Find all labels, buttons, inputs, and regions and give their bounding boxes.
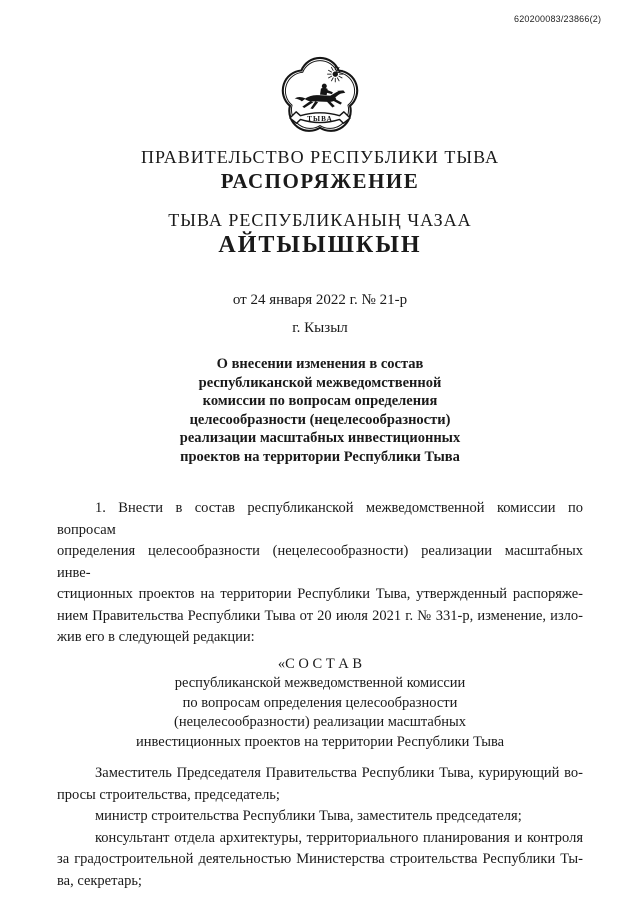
subject-line: комиссии по вопросам определения	[202, 393, 438, 409]
sostav-heading-block	[57, 655, 583, 753]
subject-line: О внесении изменения в состав	[216, 356, 424, 372]
sostav-line: республиканской межведомственной комиссии	[174, 675, 466, 691]
body-line: нием Правительства Республики Тыва от 20 июля 2021 г. № 331-р, изменение, изло-	[57, 607, 583, 624]
commission-members-list	[57, 763, 583, 892]
subject-line: республиканской межведомственной	[198, 374, 442, 391]
body-line: определения целесообразности (нецелесообразности) реализации масштабных инве-	[57, 543, 583, 581]
member-line: просы строительства, председатель;	[57, 786, 280, 803]
doc-type-tuvan: АЙТЫЫШКЫН	[218, 232, 422, 258]
subject-line: реализации масштабных инвестиционных	[179, 430, 461, 446]
member-line: консультант отдела архитектуры, территориального планирования и контроля	[95, 829, 583, 846]
tyva-coat-of-arms	[272, 56, 368, 140]
ribbon-banner	[290, 112, 350, 123]
paragraph-1	[57, 498, 583, 649]
city-line: г. Кызыл	[292, 320, 348, 336]
org-name-tuvan: ТЫВА РЕСПУБЛИКАНЫҢ ЧАЗАА	[168, 210, 472, 230]
member-line: министр строительства Республики Тыва, заместитель председателя;	[95, 808, 522, 824]
doc-type-russian: РАСПОРЯЖЕНИЕ	[220, 169, 420, 193]
subject-line: проектов на территории Республики Тыва	[180, 448, 460, 465]
body-line: жив его в следующей редакции:	[57, 629, 255, 645]
body-line: 1. Внести в состав республиканской межведомственной комиссии по вопросам	[57, 500, 583, 538]
member-line: Заместитель Председателя Правительства Республики Тыва, курирующий во-	[95, 765, 583, 781]
org-name-russian: ПРАВИТЕЛЬСТВО РЕСПУБЛИКИ ТЫВА	[141, 147, 499, 167]
horseman-icon	[295, 84, 346, 109]
sostav-title: «С О С Т А В	[277, 655, 363, 672]
emblem-label: ТЫВА	[307, 115, 333, 124]
member-line: за градостроительной деятельностью Министерства строительства Республики Ты-	[57, 851, 583, 867]
sostav-line: по вопросам определения целесообразности	[182, 694, 458, 711]
sostav-line: инвестиционных проектов на территории Республики Тыва	[135, 733, 505, 750]
sostav-line: (нецелесообразности) реализации масштабных	[173, 714, 467, 730]
document-body	[57, 498, 583, 892]
date-number-line: от 24 января 2022 г. № 21-р	[232, 292, 408, 308]
subject-line: целесообразности (нецелесообразности)	[189, 411, 451, 428]
registration-number: 620200083/23866(2)	[514, 14, 602, 24]
body-line: стиционных проектов на территории Республики Тыва, утвержденный распоряже-	[57, 586, 583, 602]
subject-title	[0, 355, 640, 466]
member-line: ва, секретарь;	[57, 872, 142, 889]
sun-icon	[327, 66, 343, 82]
